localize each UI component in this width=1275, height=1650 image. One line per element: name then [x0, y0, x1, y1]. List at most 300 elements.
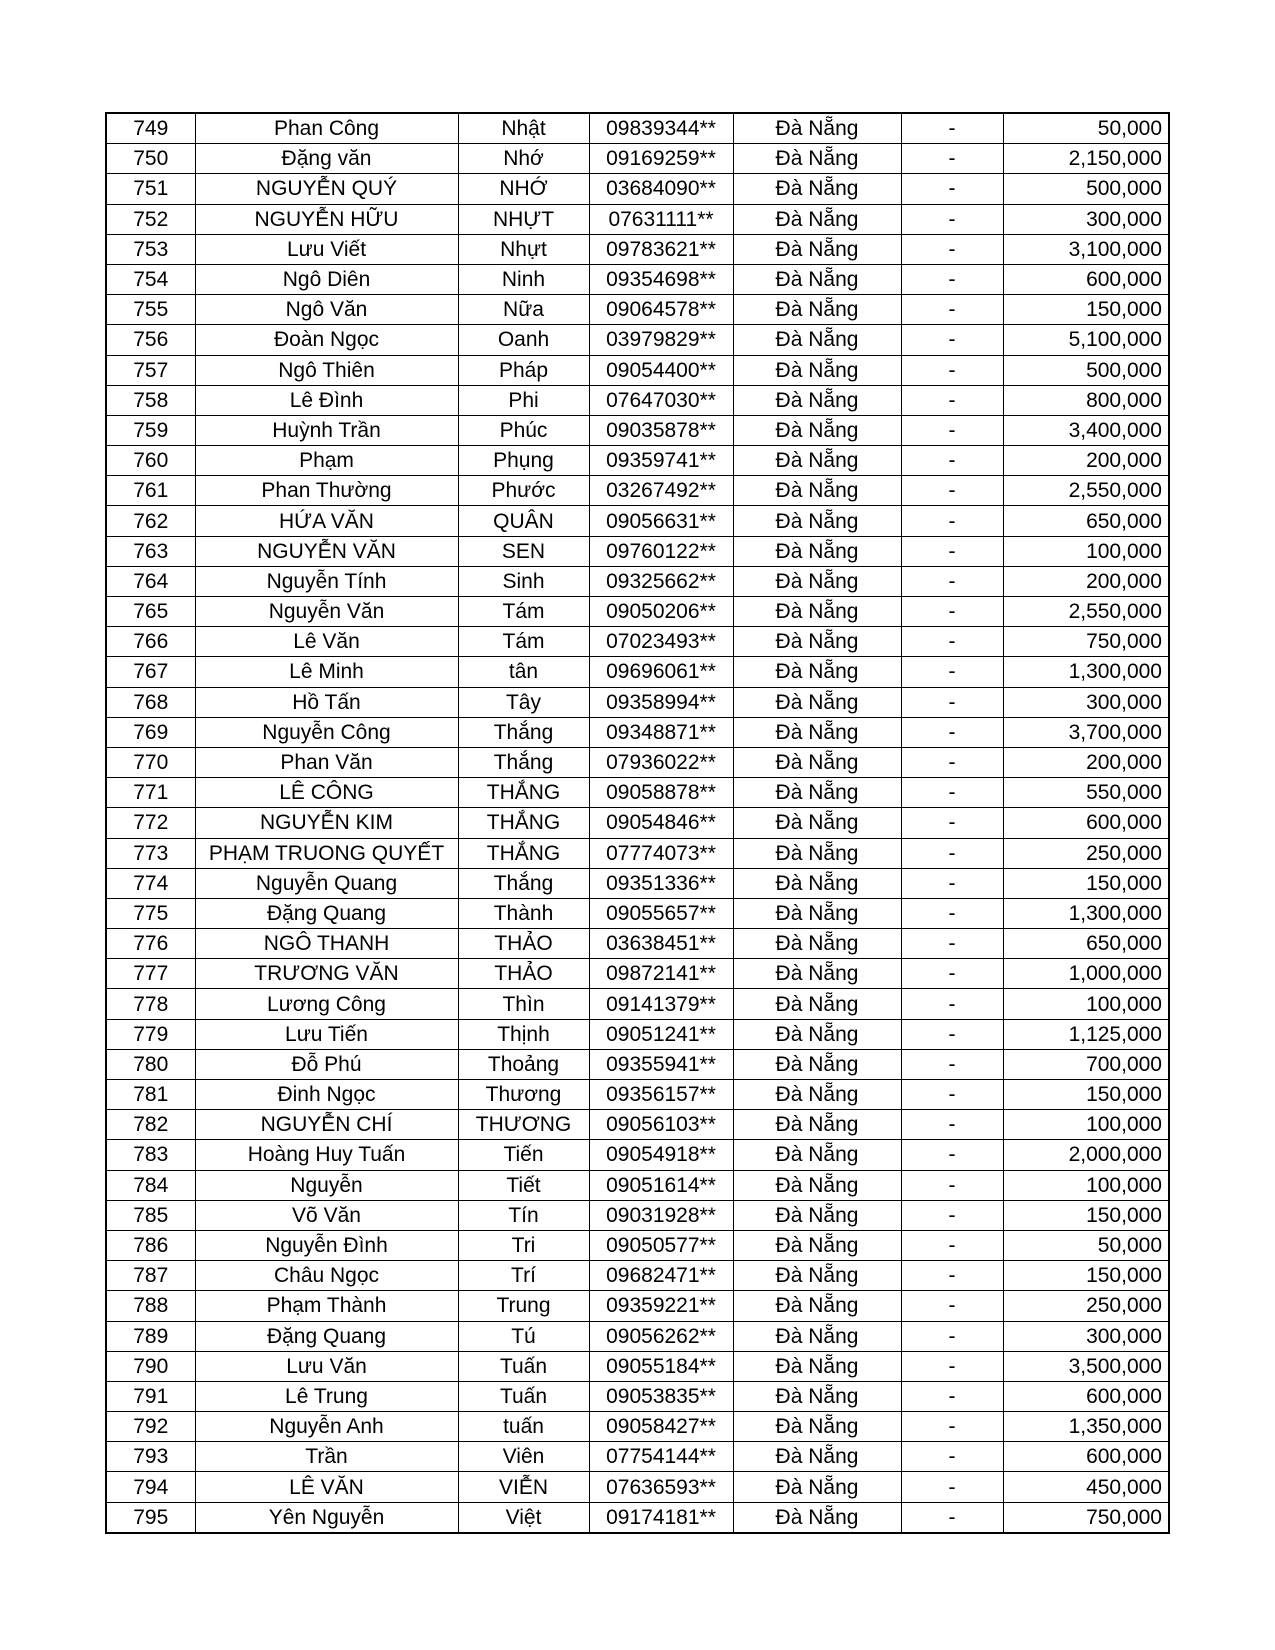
phone-cell: 09056103**	[589, 1110, 733, 1140]
phone-cell: 03684090**	[589, 174, 733, 204]
surname-cell: NGUYỄN CHÍ	[195, 1110, 458, 1140]
table-row	[106, 204, 1169, 234]
given-name-cell: Thìn	[458, 989, 589, 1019]
note-cell: -	[901, 1261, 1003, 1291]
surname-cell: Lê Trung	[195, 1381, 458, 1411]
note-cell: -	[901, 355, 1003, 385]
phone-cell: 03267492**	[589, 476, 733, 506]
province-cell: Đà Nẵng	[733, 778, 901, 808]
phone-cell: 03638451**	[589, 929, 733, 959]
phone-cell: 09056262**	[589, 1321, 733, 1351]
amount-cell: 3,700,000	[1003, 717, 1169, 747]
surname-cell: NGUYỄN HỮU	[195, 204, 458, 234]
province-cell: Đà Nẵng	[733, 1291, 901, 1321]
surname-cell: Lưu Văn	[195, 1351, 458, 1381]
phone-cell: 09351336**	[589, 868, 733, 898]
surname-cell: Ngô Thiên	[195, 355, 458, 385]
table-row	[106, 536, 1169, 566]
amount-cell: 2,000,000	[1003, 1140, 1169, 1170]
amount-cell: 600,000	[1003, 1381, 1169, 1411]
phone-cell: 09783621**	[589, 234, 733, 264]
given-name-cell: Thắng	[458, 747, 589, 777]
given-name-cell: Tuấn	[458, 1351, 589, 1381]
note-cell: -	[901, 1110, 1003, 1140]
phone-cell: 09325662**	[589, 566, 733, 596]
row-number-cell: 771	[106, 778, 195, 808]
amount-cell: 200,000	[1003, 747, 1169, 777]
amount-cell: 3,400,000	[1003, 415, 1169, 445]
province-cell: Đà Nẵng	[733, 1351, 901, 1381]
amount-cell: 2,550,000	[1003, 476, 1169, 506]
amount-cell: 1,300,000	[1003, 898, 1169, 928]
table-row	[106, 838, 1169, 868]
province-cell: Đà Nẵng	[733, 1170, 901, 1200]
given-name-cell: Tín	[458, 1200, 589, 1230]
given-name-cell: tân	[458, 657, 589, 687]
table-row	[106, 687, 1169, 717]
table-row	[106, 415, 1169, 445]
note-cell: -	[901, 113, 1003, 144]
table-row	[106, 1230, 1169, 1260]
province-cell: Đà Nẵng	[733, 113, 901, 144]
row-number-cell: 769	[106, 717, 195, 747]
row-number-cell: 766	[106, 627, 195, 657]
given-name-cell: THƯƠNG	[458, 1110, 589, 1140]
phone-cell: 09682471**	[589, 1261, 733, 1291]
table-row	[106, 1170, 1169, 1200]
surname-cell: Võ Văn	[195, 1200, 458, 1230]
note-cell: -	[901, 657, 1003, 687]
given-name-cell: Phước	[458, 476, 589, 506]
province-cell: Đà Nẵng	[733, 144, 901, 174]
given-name-cell: THẮNG	[458, 808, 589, 838]
surname-cell: Nguyễn Công	[195, 717, 458, 747]
given-name-cell: Tây	[458, 687, 589, 717]
note-cell: -	[901, 778, 1003, 808]
province-cell: Đà Nẵng	[733, 325, 901, 355]
table-row	[106, 355, 1169, 385]
given-name-cell: Oanh	[458, 325, 589, 355]
province-cell: Đà Nẵng	[733, 295, 901, 325]
province-cell: Đà Nẵng	[733, 717, 901, 747]
table-row	[106, 1321, 1169, 1351]
given-name-cell: Phi	[458, 385, 589, 415]
phone-cell: 09760122**	[589, 536, 733, 566]
table-row	[106, 929, 1169, 959]
phone-cell: 09056631**	[589, 506, 733, 536]
table-row	[106, 989, 1169, 1019]
row-number-cell: 752	[106, 204, 195, 234]
given-name-cell: SEN	[458, 536, 589, 566]
table-row	[106, 234, 1169, 264]
surname-cell: Đỗ Phú	[195, 1049, 458, 1079]
note-cell: -	[901, 627, 1003, 657]
given-name-cell: Nhật	[458, 113, 589, 144]
row-number-cell: 756	[106, 325, 195, 355]
phone-cell: 07023493**	[589, 627, 733, 657]
table-row	[106, 717, 1169, 747]
note-cell: -	[901, 1472, 1003, 1502]
province-cell: Đà Nẵng	[733, 1321, 901, 1351]
phone-cell: 09058427**	[589, 1412, 733, 1442]
amount-cell: 700,000	[1003, 1049, 1169, 1079]
table-row	[106, 325, 1169, 355]
note-cell: -	[901, 989, 1003, 1019]
table-row	[106, 1140, 1169, 1170]
given-name-cell: Tiến	[458, 1140, 589, 1170]
surname-cell: Hoàng Huy Tuấn	[195, 1140, 458, 1170]
province-cell: Đà Nẵng	[733, 1502, 901, 1533]
surname-cell: Nguyễn Đình	[195, 1230, 458, 1260]
given-name-cell: QUÂN	[458, 506, 589, 536]
note-cell: -	[901, 415, 1003, 445]
amount-cell: 100,000	[1003, 1170, 1169, 1200]
surname-cell: Lương Công	[195, 989, 458, 1019]
row-number-cell: 759	[106, 415, 195, 445]
phone-cell: 09050577**	[589, 1230, 733, 1260]
row-number-cell: 754	[106, 264, 195, 294]
row-number-cell: 784	[106, 1170, 195, 1200]
province-cell: Đà Nẵng	[733, 597, 901, 627]
province-cell: Đà Nẵng	[733, 204, 901, 234]
given-name-cell: THẢO	[458, 929, 589, 959]
table-row	[106, 808, 1169, 838]
row-number-cell: 767	[106, 657, 195, 687]
table-row	[106, 1110, 1169, 1140]
phone-cell: 09348871**	[589, 717, 733, 747]
row-number-cell: 781	[106, 1080, 195, 1110]
province-cell: Đà Nẵng	[733, 929, 901, 959]
amount-cell: 5,100,000	[1003, 325, 1169, 355]
row-number-cell: 773	[106, 838, 195, 868]
row-number-cell: 788	[106, 1291, 195, 1321]
surname-cell: Đoàn Ngọc	[195, 325, 458, 355]
row-number-cell: 762	[106, 506, 195, 536]
note-cell: -	[901, 295, 1003, 325]
surname-cell: Lê Văn	[195, 627, 458, 657]
phone-cell: 09054846**	[589, 808, 733, 838]
note-cell: -	[901, 325, 1003, 355]
phone-cell: 09355941**	[589, 1049, 733, 1079]
row-number-cell: 792	[106, 1412, 195, 1442]
given-name-cell: Tám	[458, 627, 589, 657]
table-row	[106, 506, 1169, 536]
donor-table-body	[106, 113, 1169, 1533]
note-cell: -	[901, 747, 1003, 777]
note-cell: -	[901, 174, 1003, 204]
surname-cell: Đặng Quang	[195, 898, 458, 928]
amount-cell: 2,550,000	[1003, 597, 1169, 627]
note-cell: -	[901, 1080, 1003, 1110]
phone-cell: 09872141**	[589, 959, 733, 989]
row-number-cell: 772	[106, 808, 195, 838]
province-cell: Đà Nẵng	[733, 476, 901, 506]
note-cell: -	[901, 144, 1003, 174]
table-row	[106, 1381, 1169, 1411]
table-row	[106, 144, 1169, 174]
row-number-cell: 790	[106, 1351, 195, 1381]
note-cell: -	[901, 506, 1003, 536]
surname-cell: Ngô Văn	[195, 295, 458, 325]
province-cell: Đà Nẵng	[733, 1230, 901, 1260]
table-row	[106, 113, 1169, 144]
phone-cell: 09054918**	[589, 1140, 733, 1170]
note-cell: -	[901, 1230, 1003, 1260]
row-number-cell: 764	[106, 566, 195, 596]
phone-cell: 09696061**	[589, 657, 733, 687]
given-name-cell: Phụng	[458, 446, 589, 476]
province-cell: Đà Nẵng	[733, 415, 901, 445]
row-number-cell: 753	[106, 234, 195, 264]
given-name-cell: THẮNG	[458, 778, 589, 808]
amount-cell: 200,000	[1003, 446, 1169, 476]
note-cell: -	[901, 929, 1003, 959]
province-cell: Đà Nẵng	[733, 1200, 901, 1230]
given-name-cell: Tiết	[458, 1170, 589, 1200]
row-number-cell: 783	[106, 1140, 195, 1170]
province-cell: Đà Nẵng	[733, 747, 901, 777]
province-cell: Đà Nẵng	[733, 174, 901, 204]
surname-cell: Trần	[195, 1442, 458, 1472]
table-row	[106, 959, 1169, 989]
note-cell: -	[901, 1140, 1003, 1170]
amount-cell: 600,000	[1003, 264, 1169, 294]
note-cell: -	[901, 1351, 1003, 1381]
phone-cell: 09354698**	[589, 264, 733, 294]
province-cell: Đà Nẵng	[733, 1049, 901, 1079]
note-cell: -	[901, 1442, 1003, 1472]
surname-cell: Hồ Tấn	[195, 687, 458, 717]
phone-cell: 07936022**	[589, 747, 733, 777]
amount-cell: 100,000	[1003, 1110, 1169, 1140]
given-name-cell: Thịnh	[458, 1019, 589, 1049]
amount-cell: 650,000	[1003, 506, 1169, 536]
row-number-cell: 789	[106, 1321, 195, 1351]
given-name-cell: Tám	[458, 597, 589, 627]
phone-cell: 09054400**	[589, 355, 733, 385]
surname-cell: NGUYỄN QUÝ	[195, 174, 458, 204]
amount-cell: 150,000	[1003, 1200, 1169, 1230]
note-cell: -	[901, 264, 1003, 294]
province-cell: Đà Nẵng	[733, 1110, 901, 1140]
surname-cell: Phan Văn	[195, 747, 458, 777]
given-name-cell: Tú	[458, 1321, 589, 1351]
phone-cell: 09169259**	[589, 144, 733, 174]
phone-cell: 09356157**	[589, 1080, 733, 1110]
note-cell: -	[901, 1170, 1003, 1200]
surname-cell: NGUYỄN KIM	[195, 808, 458, 838]
province-cell: Đà Nẵng	[733, 385, 901, 415]
phone-cell: 09051614**	[589, 1170, 733, 1200]
amount-cell: 1,000,000	[1003, 959, 1169, 989]
table-row	[106, 1049, 1169, 1079]
surname-cell: Nguyễn Quang	[195, 868, 458, 898]
row-number-cell: 779	[106, 1019, 195, 1049]
amount-cell: 1,300,000	[1003, 657, 1169, 687]
phone-cell: 09053835**	[589, 1381, 733, 1411]
amount-cell: 150,000	[1003, 1080, 1169, 1110]
amount-cell: 250,000	[1003, 1291, 1169, 1321]
note-cell: -	[901, 687, 1003, 717]
surname-cell: Huỳnh Trần	[195, 415, 458, 445]
province-cell: Đà Nẵng	[733, 1381, 901, 1411]
province-cell: Đà Nẵng	[733, 1140, 901, 1170]
note-cell: -	[901, 446, 1003, 476]
given-name-cell: Viên	[458, 1442, 589, 1472]
table-row	[106, 1291, 1169, 1321]
given-name-cell: Pháp	[458, 355, 589, 385]
surname-cell: Phạm	[195, 446, 458, 476]
phone-cell: 07636593**	[589, 1472, 733, 1502]
phone-cell: 09359741**	[589, 446, 733, 476]
surname-cell: Nguyễn Anh	[195, 1412, 458, 1442]
row-number-cell: 774	[106, 868, 195, 898]
row-number-cell: 775	[106, 898, 195, 928]
province-cell: Đà Nẵng	[733, 1442, 901, 1472]
amount-cell: 50,000	[1003, 113, 1169, 144]
note-cell: -	[901, 1502, 1003, 1533]
given-name-cell: Thắng	[458, 717, 589, 747]
province-cell: Đà Nẵng	[733, 234, 901, 264]
table-row	[106, 778, 1169, 808]
surname-cell: Lê Đình	[195, 385, 458, 415]
surname-cell: Lê Minh	[195, 657, 458, 687]
table-row	[106, 627, 1169, 657]
table-row	[106, 566, 1169, 596]
phone-cell: 09141379**	[589, 989, 733, 1019]
surname-cell: Nguyễn	[195, 1170, 458, 1200]
amount-cell: 3,100,000	[1003, 234, 1169, 264]
province-cell: Đà Nẵng	[733, 627, 901, 657]
phone-cell: 09055657**	[589, 898, 733, 928]
amount-cell: 300,000	[1003, 204, 1169, 234]
row-number-cell: 751	[106, 174, 195, 204]
amount-cell: 750,000	[1003, 627, 1169, 657]
amount-cell: 150,000	[1003, 295, 1169, 325]
table-row	[106, 868, 1169, 898]
surname-cell: Ngô Diên	[195, 264, 458, 294]
surname-cell: PHẠM TRUONG QUYẾT	[195, 838, 458, 868]
note-cell: -	[901, 1200, 1003, 1230]
amount-cell: 500,000	[1003, 355, 1169, 385]
note-cell: -	[901, 868, 1003, 898]
donor-table	[105, 112, 1170, 1534]
given-name-cell: THẢO	[458, 959, 589, 989]
given-name-cell: Việt	[458, 1502, 589, 1533]
row-number-cell: 778	[106, 989, 195, 1019]
surname-cell: Đặng Quang	[195, 1321, 458, 1351]
given-name-cell: Thương	[458, 1080, 589, 1110]
note-cell: -	[901, 808, 1003, 838]
table-row	[106, 264, 1169, 294]
phone-cell: 07754144**	[589, 1442, 733, 1472]
table-row	[106, 657, 1169, 687]
amount-cell: 800,000	[1003, 385, 1169, 415]
province-cell: Đà Nẵng	[733, 536, 901, 566]
table-row	[106, 1472, 1169, 1502]
surname-cell: Nguyễn Văn	[195, 597, 458, 627]
note-cell: -	[901, 385, 1003, 415]
given-name-cell: Sinh	[458, 566, 589, 596]
phone-cell: 09174181**	[589, 1502, 733, 1533]
note-cell: -	[901, 536, 1003, 566]
phone-cell: 09031928**	[589, 1200, 733, 1230]
row-number-cell: 793	[106, 1442, 195, 1472]
province-cell: Đà Nẵng	[733, 657, 901, 687]
surname-cell: Phạm Thành	[195, 1291, 458, 1321]
table-row	[106, 295, 1169, 325]
note-cell: -	[901, 838, 1003, 868]
amount-cell: 1,350,000	[1003, 1412, 1169, 1442]
given-name-cell: Tuấn	[458, 1381, 589, 1411]
phone-cell: 09359221**	[589, 1291, 733, 1321]
province-cell: Đà Nẵng	[733, 687, 901, 717]
note-cell: -	[901, 959, 1003, 989]
amount-cell: 100,000	[1003, 536, 1169, 566]
row-number-cell: 750	[106, 144, 195, 174]
province-cell: Đà Nẵng	[733, 506, 901, 536]
note-cell: -	[901, 1019, 1003, 1049]
amount-cell: 150,000	[1003, 868, 1169, 898]
given-name-cell: THẮNG	[458, 838, 589, 868]
table-row	[106, 1502, 1169, 1533]
row-number-cell: 782	[106, 1110, 195, 1140]
province-cell: Đà Nẵng	[733, 1472, 901, 1502]
surname-cell: Phan Thường	[195, 476, 458, 506]
surname-cell: NGÔ THANH	[195, 929, 458, 959]
row-number-cell: 795	[106, 1502, 195, 1533]
row-number-cell: 794	[106, 1472, 195, 1502]
amount-cell: 150,000	[1003, 1261, 1169, 1291]
note-cell: -	[901, 1381, 1003, 1411]
table-row	[106, 476, 1169, 506]
province-cell: Đà Nẵng	[733, 1019, 901, 1049]
given-name-cell: Thắng	[458, 868, 589, 898]
table-row	[106, 1080, 1169, 1110]
row-number-cell: 768	[106, 687, 195, 717]
phone-cell: 07774073**	[589, 838, 733, 868]
surname-cell: LÊ CÔNG	[195, 778, 458, 808]
province-cell: Đà Nẵng	[733, 1080, 901, 1110]
province-cell: Đà Nẵng	[733, 989, 901, 1019]
row-number-cell: 786	[106, 1230, 195, 1260]
surname-cell: HỨA VĂN	[195, 506, 458, 536]
table-row	[106, 747, 1169, 777]
given-name-cell: Nữa	[458, 295, 589, 325]
surname-cell: Châu Ngọc	[195, 1261, 458, 1291]
surname-cell: Yên Nguyễn	[195, 1502, 458, 1533]
surname-cell: Nguyễn Tính	[195, 566, 458, 596]
row-number-cell: 761	[106, 476, 195, 506]
note-cell: -	[901, 1049, 1003, 1079]
phone-cell: 09055184**	[589, 1351, 733, 1381]
table-row	[106, 174, 1169, 204]
row-number-cell: 758	[106, 385, 195, 415]
surname-cell: Lưu Tiến	[195, 1019, 458, 1049]
province-cell: Đà Nẵng	[733, 566, 901, 596]
surname-cell: NGUYỄN VĂN	[195, 536, 458, 566]
row-number-cell: 780	[106, 1049, 195, 1079]
given-name-cell: Nhựt	[458, 234, 589, 264]
amount-cell: 300,000	[1003, 1321, 1169, 1351]
given-name-cell: Tri	[458, 1230, 589, 1260]
table-row	[106, 1019, 1169, 1049]
row-number-cell: 791	[106, 1381, 195, 1411]
province-cell: Đà Nẵng	[733, 808, 901, 838]
province-cell: Đà Nẵng	[733, 355, 901, 385]
table-row	[106, 1442, 1169, 1472]
province-cell: Đà Nẵng	[733, 868, 901, 898]
